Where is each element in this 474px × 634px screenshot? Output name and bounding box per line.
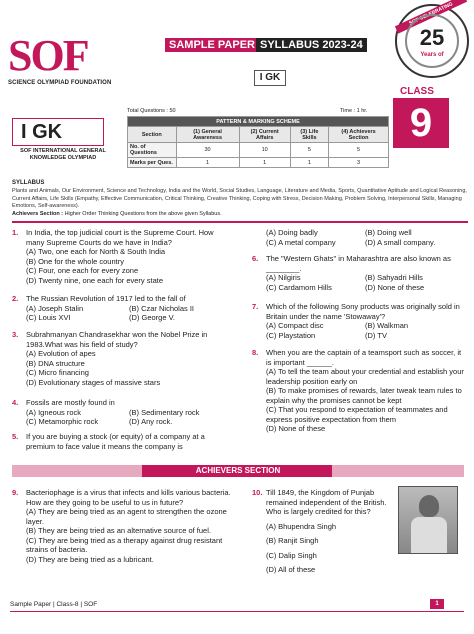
- pattern-table: [127, 116, 389, 168]
- answer-option[interactable]: (A) Nilgiris: [266, 273, 301, 282]
- question-5: [12, 432, 232, 451]
- footer-text: Sample Paper | Class-8 | SOF: [10, 601, 98, 608]
- col-header: Section: [128, 127, 177, 143]
- section-divider: [12, 221, 468, 223]
- answer-option[interactable]: (B) Sedimentary rock: [129, 407, 200, 417]
- sof-logo-subtitle: SCIENCE OLYMPIAD FOUNDATION: [8, 80, 112, 86]
- table-cell: 1: [239, 158, 290, 168]
- anniversary-badge: [395, 1, 469, 78]
- question-number: 5.: [12, 432, 19, 441]
- answer-option[interactable]: (D) A small company.: [365, 237, 436, 247]
- table-cell: 30: [176, 143, 239, 158]
- title-banner: [165, 35, 367, 50]
- answer-option[interactable]: (D) Any rock.: [129, 417, 173, 426]
- col-header: (3) Life Skills: [290, 127, 328, 143]
- answer-option[interactable]: (A) They are being tried as an agent to strengthen the ozone layer.: [26, 507, 227, 526]
- row-label: Marks per Ques.: [128, 158, 177, 168]
- question-5-options: [252, 228, 464, 247]
- answer-option[interactable]: (C) A metal company: [266, 237, 336, 247]
- answer-option[interactable]: (A) Joseph Stalin: [26, 303, 84, 313]
- answer-option[interactable]: (A) Two, one each for North & South India: [26, 247, 166, 256]
- answer-option[interactable]: (C) Metamorphic rock: [26, 417, 99, 426]
- answer-option[interactable]: (A) To tell the team about your credential and establish your leadership position early on: [266, 367, 464, 386]
- pattern-caption: PATTERN & MARKING SCHEME: [128, 117, 389, 127]
- answer-option[interactable]: (B) DNA structure: [26, 358, 85, 368]
- question-text: The "Western Ghats" in Maharashtra are also known as: [266, 254, 451, 263]
- question-number: 8.: [252, 348, 259, 357]
- question-number: 7.: [252, 302, 259, 311]
- question-text: Till 1849, the Kingdom of Punjab remained independent of the British. Who is largely credited for this?: [266, 488, 387, 516]
- question-7: [252, 302, 464, 340]
- question-6: [252, 254, 464, 292]
- achievers-section-title: ACHIEVERS SECTION: [195, 466, 281, 475]
- question-2: [12, 294, 232, 323]
- question-text: The Russian Revolution of 1917 led to the fall of: [26, 294, 186, 303]
- answer-option[interactable]: (B) One for the whole country: [26, 256, 124, 266]
- question-number: 9.: [12, 488, 19, 497]
- badge-years: Years of: [420, 52, 444, 58]
- achievers-syllabus: [12, 211, 222, 217]
- question-text: When you are the captain of a teamsport such as soccer, it is important: [266, 348, 462, 367]
- class-label: CLASS: [400, 86, 434, 97]
- achievers-syllabus-label: Achievers Section :: [12, 211, 64, 217]
- syllabus-text: Plants and Animals, Our Environment, Science and Technology, India and the World, Social Studies, Language, Literature and Media, Sports, Quantitative Aptitude and Logical Reasoning, Current Affairs, Life Skills (Empathy, Effective Communication, Critical Thinking, Creative Thinking, Coping with Stress, Decision Making, Problem Solving, Interpersonal Skills, Managing Emotions, Self-awareness).: [12, 188, 467, 209]
- question-9: [12, 488, 236, 564]
- table-cell: 5: [290, 143, 328, 158]
- question-text: In India, the top judicial court is the Supreme Court. How many Supreme Courts do we have in India?: [26, 228, 214, 247]
- footer-rule: [10, 611, 464, 612]
- answer-option[interactable]: (D) George V.: [129, 313, 175, 322]
- question-number: 10.: [252, 488, 263, 497]
- table-cell: 1: [176, 158, 239, 168]
- answer-option[interactable]: (A) Compact disc: [266, 321, 324, 330]
- col-header: (1) General Awareness: [176, 127, 239, 143]
- answer-blank: ______.: [306, 357, 334, 367]
- answer-option[interactable]: (D) All of these: [266, 565, 316, 574]
- time-allowed: Time : 1 hr.: [340, 108, 368, 114]
- answer-option[interactable]: (B) Ranjit Singh: [266, 536, 319, 545]
- sof-logo: [8, 31, 120, 104]
- question-number: 1.: [12, 228, 19, 237]
- question-number: 6.: [252, 254, 259, 263]
- syllabus-title: SYLLABUS: [12, 180, 45, 186]
- question-text: Subrahmanyan Chandrasekhar won the Nobel Prize in 1983.What was his field of study?: [26, 330, 208, 349]
- answer-option[interactable]: (A) Bhupendra Singh: [266, 521, 337, 531]
- question-text: Bacteriophage is a virus that infects and kills various bacteria. How are they going to be useful to us in future?: [26, 488, 231, 507]
- answer-option[interactable]: (B) Czar Nicholas II: [129, 303, 195, 313]
- answer-option[interactable]: (B) Doing well: [365, 228, 412, 237]
- answer-option[interactable]: (C) They are being tried as a therapy against drug resistant strains of bacteria.: [26, 535, 223, 554]
- badge-number: 25: [419, 25, 445, 50]
- table-cell: 10: [239, 143, 290, 158]
- answer-option[interactable]: (B) To make promises of rewards, later tweak team rules to explain why the promises cannot be kept: [266, 386, 462, 405]
- answer-option[interactable]: (A) Doing badly: [266, 228, 318, 237]
- answer-option[interactable]: (D) TV: [365, 330, 387, 340]
- question-text: Fossils are mostly found in: [26, 398, 115, 407]
- answer-option[interactable]: (D) They are being tried as a lubricant.: [26, 554, 154, 564]
- answer-option[interactable]: (D) None of these: [266, 424, 326, 433]
- question-8: [252, 348, 464, 434]
- sof-logo-text: SOF: [8, 31, 88, 80]
- answer-option[interactable]: (C) Micro financing: [26, 368, 89, 377]
- igk-logo-small: I GK: [254, 70, 286, 86]
- answer-option[interactable]: (C) That you respond to expectation of teammates and express positive expectation from them: [266, 405, 448, 424]
- col-header: (2) Current Affairs: [239, 127, 290, 143]
- banner-sample-paper: SAMPLE PAPER: [165, 38, 259, 52]
- question-1: [12, 228, 232, 285]
- achievers-section-band: [12, 465, 464, 477]
- class-number: 9: [393, 98, 449, 148]
- igk-description: SOF INTERNATIONAL GENERAL KNOWLEDGE OLYMPIAD: [20, 148, 106, 161]
- answer-option[interactable]: (C) Dalip Singh: [266, 550, 317, 560]
- question-number: 2.: [12, 294, 19, 303]
- question-3: [12, 330, 232, 387]
- answer-option[interactable]: (C) Cardamom Hills: [266, 282, 332, 292]
- question-number: 3.: [12, 330, 19, 339]
- table-row: [128, 143, 389, 158]
- row-label: No. of Questions: [128, 143, 177, 158]
- igk-logo: I GK: [12, 118, 104, 146]
- table-cell: 3: [329, 158, 389, 168]
- total-questions: Total Questions : 50: [127, 108, 176, 114]
- question-4: [12, 398, 232, 427]
- answer-option[interactable]: (D) None of these: [365, 282, 425, 292]
- table-cell: 1: [290, 158, 328, 168]
- answer-blank: ________.: [266, 263, 302, 273]
- ranjit-singh-portrait: [398, 486, 458, 554]
- table-row: [128, 158, 389, 168]
- question-10: [252, 488, 392, 575]
- answer-option[interactable]: (C) Playstation: [266, 330, 316, 340]
- table-cell: 5: [329, 143, 389, 158]
- col-header: (4) Achievers Section: [329, 127, 389, 143]
- question-number: 4.: [12, 398, 19, 407]
- answer-option[interactable]: (A) Igneous rock: [26, 407, 82, 417]
- answer-option[interactable]: (D) Evolutionary stages of massive stars: [26, 377, 161, 387]
- answer-option[interactable]: (C) Four, one each for every zone: [26, 266, 139, 275]
- answer-option[interactable]: (D) Twenty nine, one each for every state: [26, 275, 164, 285]
- answer-option[interactable]: (B) They are being tried as an alternative source of fuel.: [26, 526, 211, 535]
- answer-option[interactable]: (B) Walkman: [365, 321, 409, 330]
- question-text: If you are buying a stock (or equity) of a company at a premium to face value it means the company is: [26, 432, 205, 451]
- page-number: 1: [430, 599, 444, 609]
- badge-ribbon: SOF CELEBRATING: [395, 0, 467, 34]
- banner-syllabus: SYLLABUS 2023-24: [256, 38, 367, 52]
- achievers-syllabus-text: Higher Order Thinking Questions from the above given Syllabus.: [64, 211, 222, 217]
- answer-option[interactable]: (C) Louis XVI: [26, 313, 71, 322]
- answer-option[interactable]: (A) Evolution of apes: [26, 349, 96, 358]
- answer-option[interactable]: (B) Sahyadri Hills: [365, 273, 423, 282]
- question-text: Which of the following Sony products was originally sold in Britain under the name 'Stowaway'?: [266, 302, 460, 321]
